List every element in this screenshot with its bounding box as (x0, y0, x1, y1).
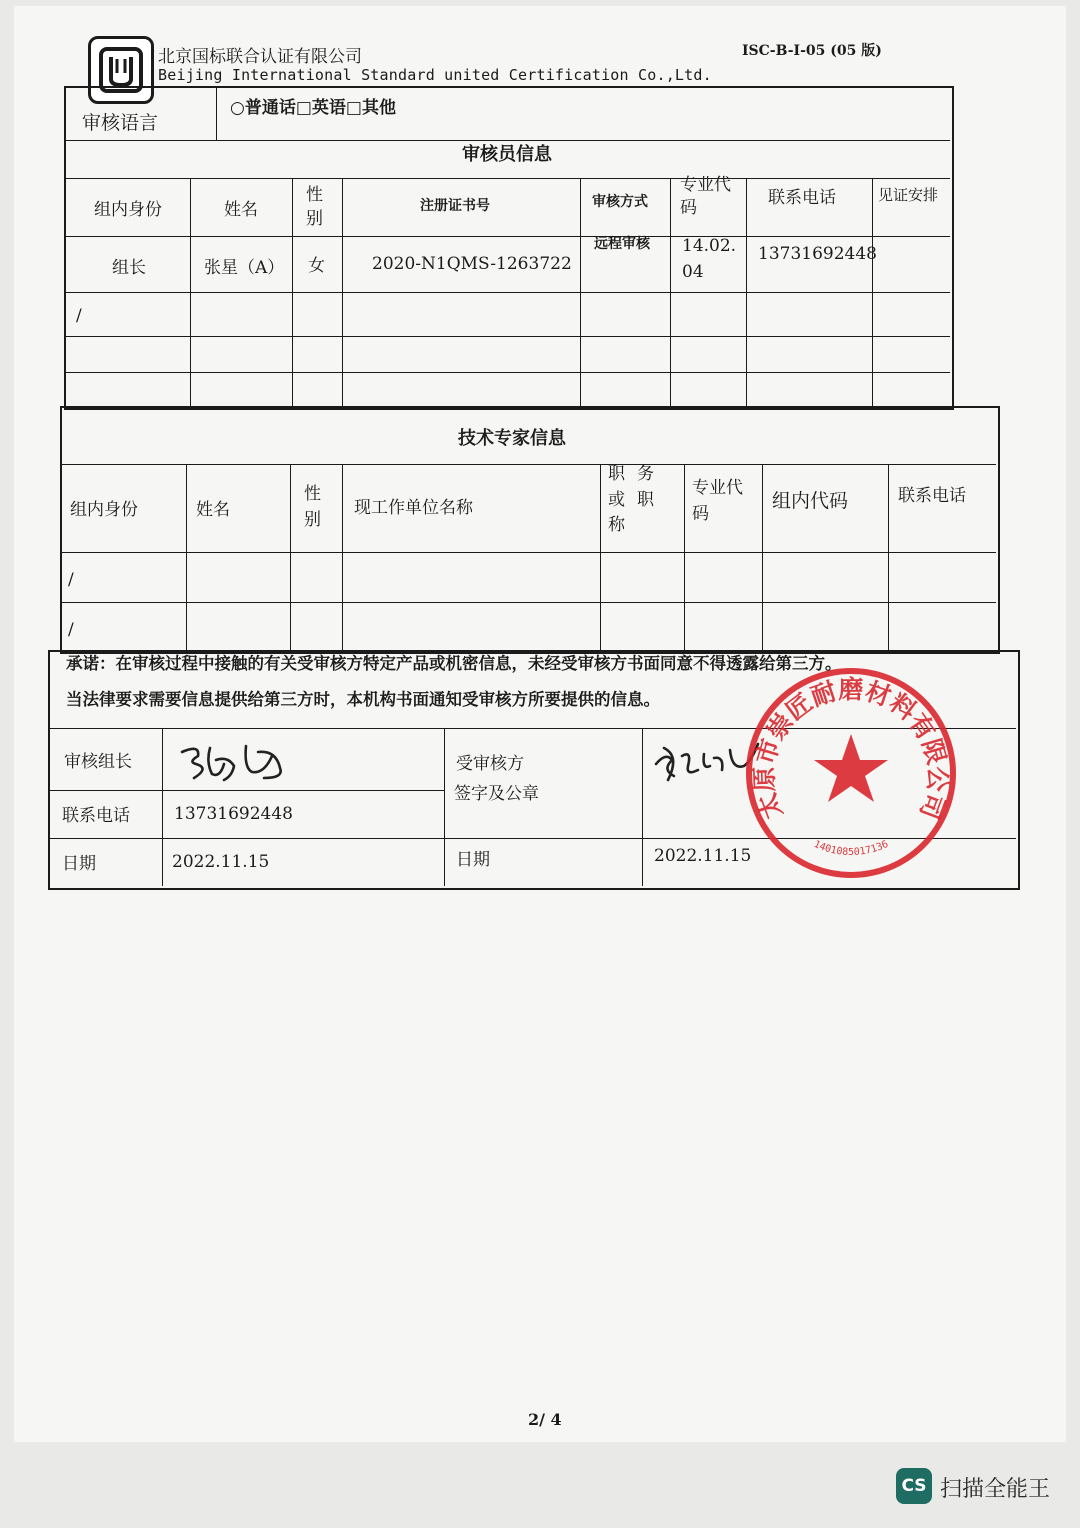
leader-label: 审核组长 (64, 752, 132, 772)
rule (342, 178, 343, 406)
expert-role-row2: / (68, 620, 74, 640)
auditee-date-label: 日期 (456, 850, 490, 870)
rule (580, 178, 581, 406)
camscanner-watermark: 扫描全能王 (940, 1477, 1051, 1502)
auditor-section-title: 审核员信息 (462, 144, 552, 165)
rule (50, 790, 444, 791)
rule (872, 178, 873, 406)
rule (190, 178, 191, 406)
seal-number: 1401085017136 (811, 838, 891, 859)
col-role: 组内身份 (94, 200, 162, 220)
rule (292, 178, 293, 406)
rule (186, 464, 187, 650)
rule (162, 728, 163, 886)
auditor-code: 14.02.04 (682, 236, 737, 282)
audit-language-label: 审核语言 (82, 112, 159, 134)
col-phone: 联系电话 (768, 188, 836, 208)
commitment-line-2: 当法律要求需要信息提供给第三方时，本机构书面通知受审核方所要提供的信息。 (66, 690, 660, 709)
expert-col-employer: 现工作单位名称 (354, 498, 473, 518)
svg-text:1401085017136 (812, 839, 890, 858)
auditee-label-1: 受审核方 (456, 754, 524, 774)
rule (62, 602, 996, 603)
rule (746, 178, 747, 406)
rule (62, 464, 996, 465)
phone-value: 13731692448 (174, 804, 293, 824)
rule (66, 236, 950, 237)
form-code: ISC-B-I-05 (05 版) (742, 43, 882, 59)
auditor-role-row2: / (76, 306, 82, 326)
auditor-phone: 13731692448 (758, 244, 877, 264)
rule (216, 88, 217, 140)
rule (600, 464, 601, 650)
commitment-line-1: 承诺：在审核过程中接触的有关受审核方特定产品或机密信息，未经受审核方书面同意不得透露给第三方。 (66, 654, 842, 673)
auditor-role: 组长 (112, 258, 146, 278)
expert-col-group-code: 组内代码 (772, 490, 849, 512)
rule (684, 464, 685, 650)
auditor-cert: 2020-N1QMS-1263722 (372, 254, 572, 274)
expert-col-phone: 联系电话 (898, 486, 966, 506)
rule (342, 464, 343, 650)
rule (62, 552, 996, 553)
rule (888, 464, 889, 650)
expert-role-row1: / (68, 570, 74, 590)
rule (290, 464, 291, 650)
page-number: 2/ 4 (528, 1410, 562, 1429)
col-gender: 性别 (306, 185, 323, 229)
rule (66, 178, 950, 179)
expert-section-title: 技术专家信息 (458, 428, 566, 449)
rule (670, 178, 671, 406)
rule (66, 140, 950, 141)
col-cert: 注册证书号 (420, 198, 490, 214)
date-value: 2022.11.15 (172, 852, 270, 872)
auditor-name: 张星（A） (204, 258, 285, 278)
expert-col-name: 姓名 (196, 500, 230, 520)
rule (642, 728, 643, 886)
rule (66, 336, 950, 337)
col-name: 姓名 (224, 200, 258, 220)
date-label: 日期 (62, 854, 96, 874)
rule (762, 464, 763, 650)
auditor-gender: 女 (308, 256, 325, 276)
auditee-label-2: 签字及公章 (454, 784, 539, 804)
expert-col-role: 组内身份 (70, 500, 138, 520)
col-code: 专业代码 (680, 175, 731, 218)
expert-col-title: 职务或职称 (608, 464, 666, 535)
expert-col-gender: 性别 (304, 484, 321, 530)
rule (444, 728, 445, 886)
rule (66, 372, 950, 373)
company-name-en: Beijing International Standard united Certification Co.,Ltd. (158, 66, 712, 84)
auditee-date-value: 2022.11.15 (654, 846, 752, 866)
col-method: 审核方式 (592, 194, 648, 210)
leader-signature (176, 738, 296, 790)
audit-language-options: ○普通话□英语□其他 (230, 98, 396, 118)
rule (66, 292, 950, 293)
expert-col-code: 专业代码 (692, 478, 743, 524)
col-witness: 见证安排 (878, 186, 939, 204)
seal-text: 太原市崇匠耐磨材料有限公司 (749, 675, 953, 824)
company-name-cn: 北京国标联合认证有限公司 (158, 47, 362, 67)
phone-label: 联系电话 (62, 806, 130, 826)
auditor-method: 远程审核 (594, 236, 650, 252)
company-seal (744, 666, 958, 880)
camscanner-logo: CS (896, 1468, 932, 1504)
